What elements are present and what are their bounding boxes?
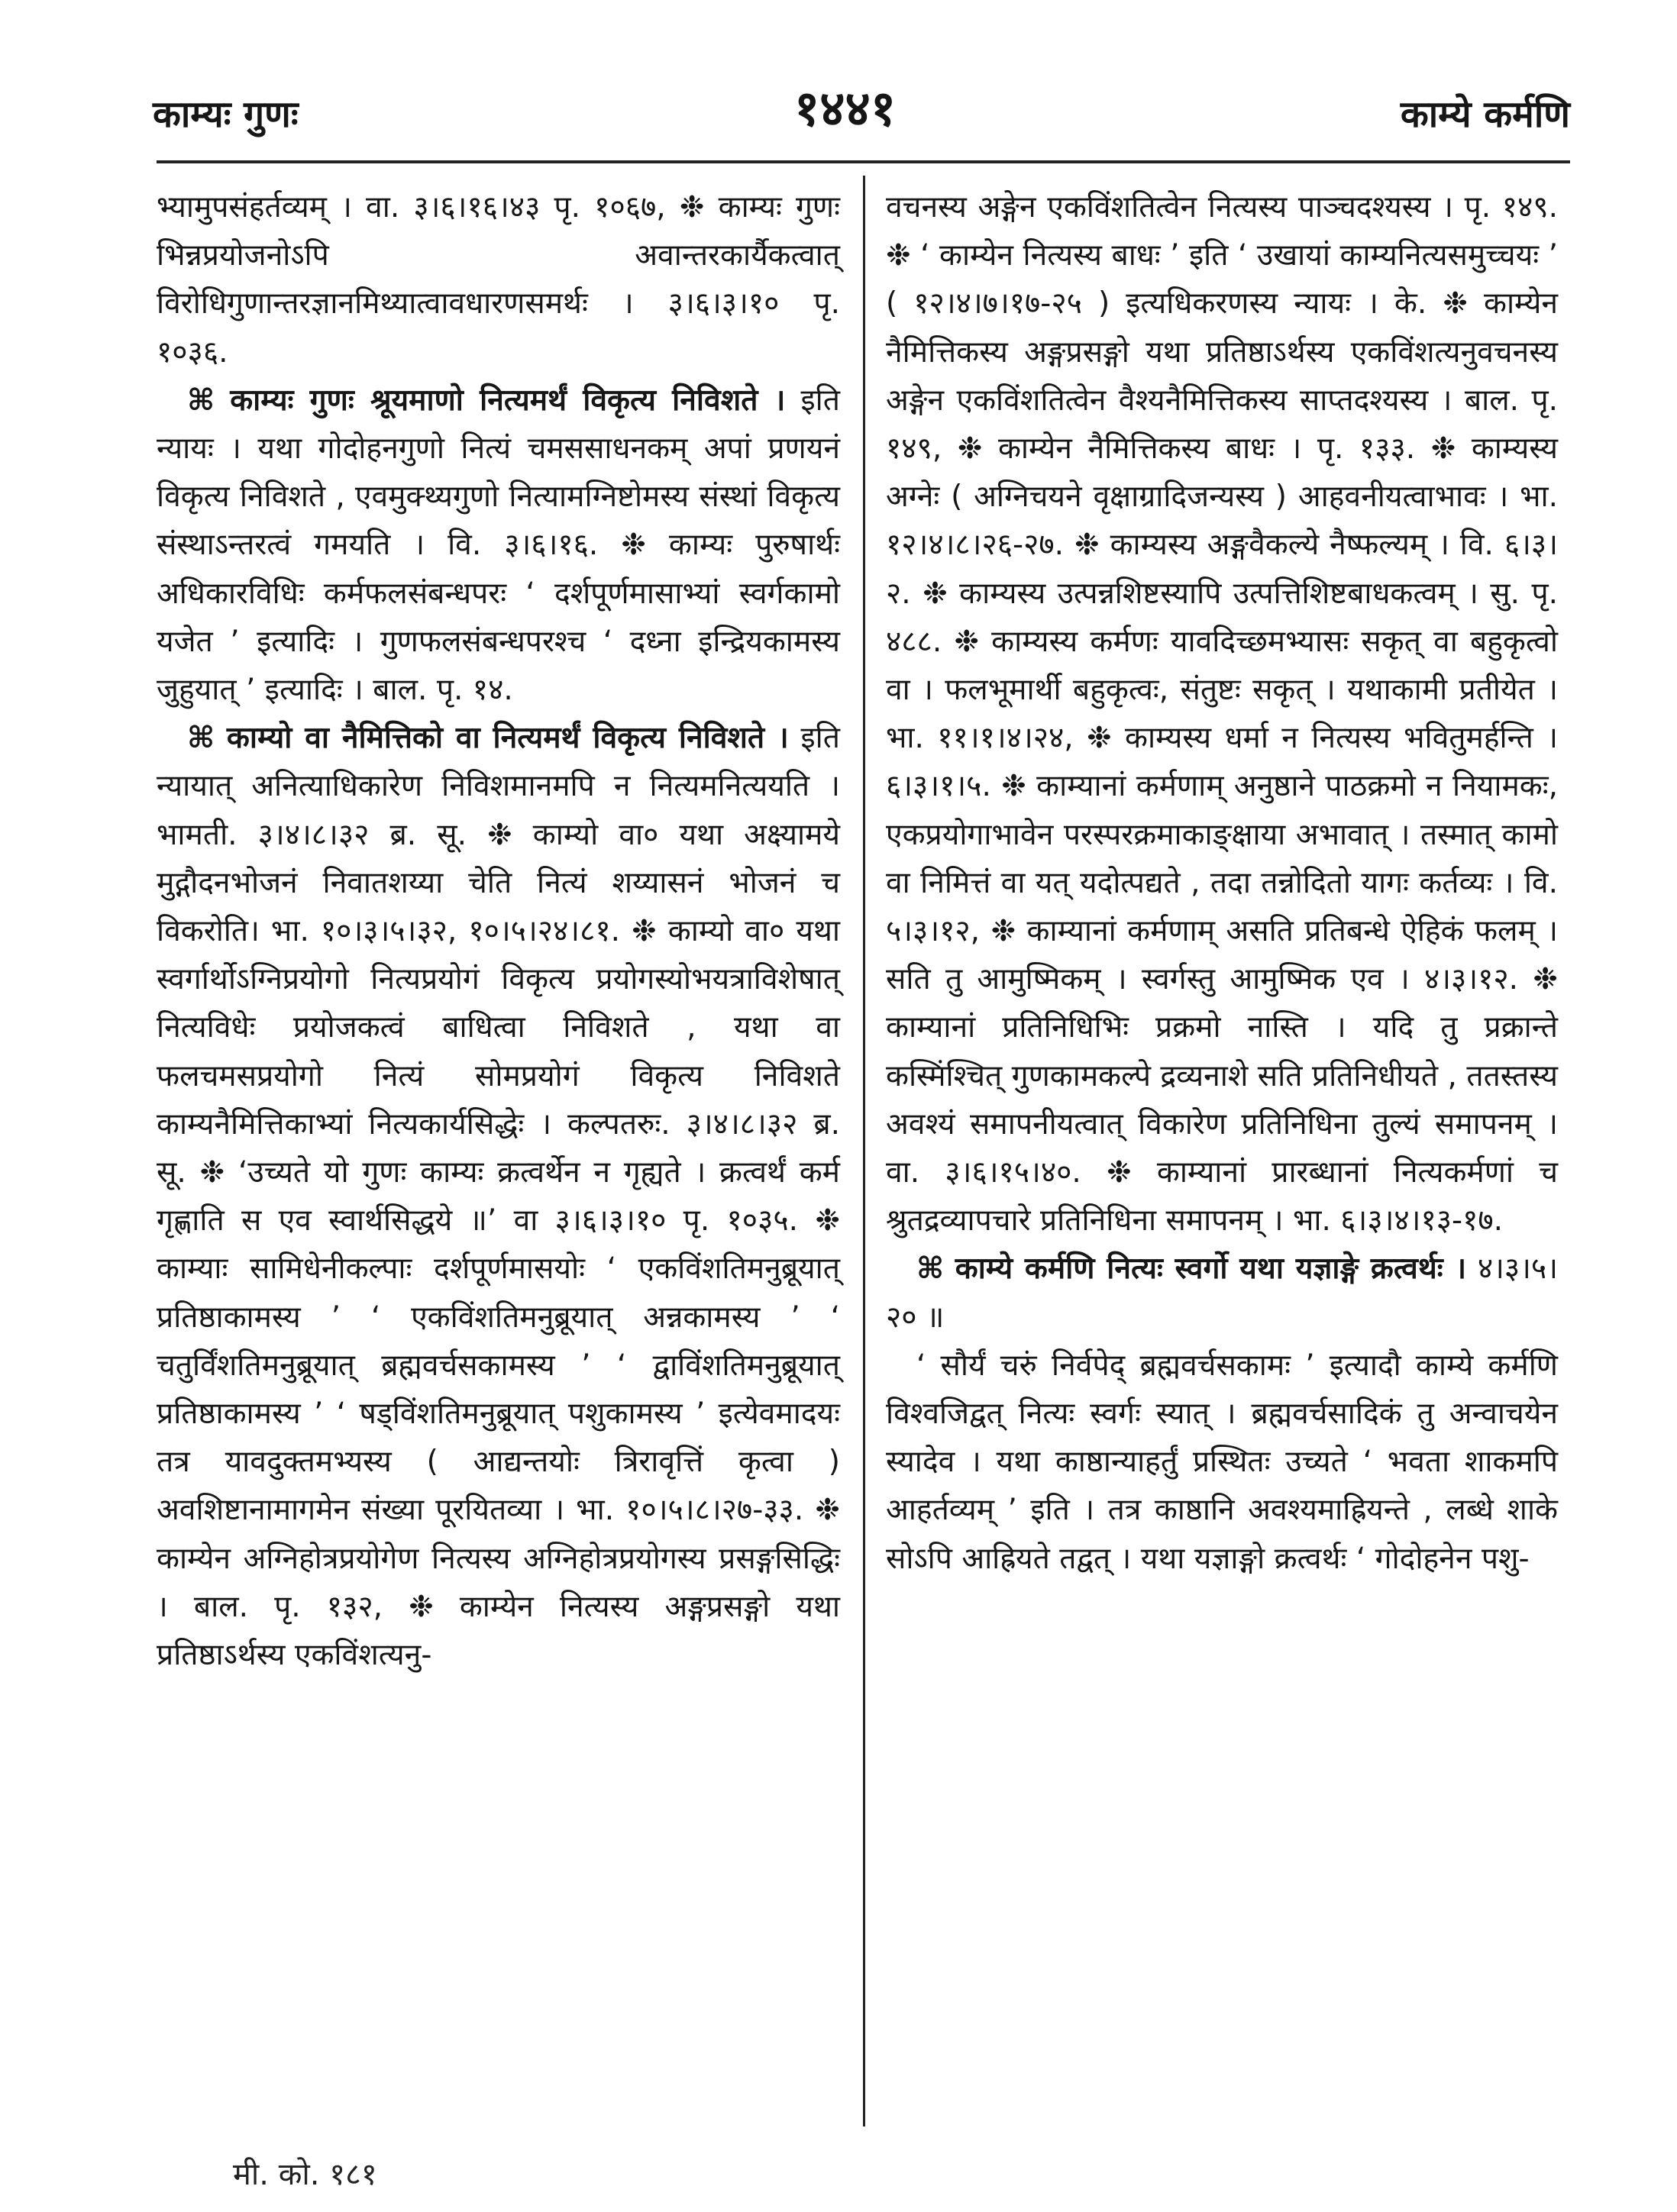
maxim-heading: काम्ये कर्मणि नित्यः स्वर्गो यथा यज्ञाङ्गे क्रत्वर्थः । [955,1251,1467,1287]
maxim-paragraph [157,376,840,714]
left-column [157,183,840,1679]
maxim-text: इति न्यायः । यथा गोदोहनगुणो नित्यं चमससाधनकम् अपां प्रणयनं विकृत्य निविशते , एवमुक्थ्यगुणो नित्यामग्निष्टोमस्य संस्थां विकृत्य संस्थाऽन्तरत्वं गमयति । वि. ३।६।१६. ❉ काम्यः पुरुषार्थः अधिकारविधिः कर्मफलसंबन्धपरः ‘ दर्शपूर्णमासाभ्यां स्वर्गकामो यजेत ’ इत्यादिः । गुणफलसंबन्धपरश्च ‘ दध्ना इन्द्रियकामस्य जुहुयात् ’ इत्यादिः । बाल. पृ. १४. [157,383,840,708]
page-number: १४४१ [794,81,897,137]
entry-paragraph [886,183,1558,1245]
commentary-text: ‘ सौर्यं चरुं निर्वपेद् ब्रह्मवर्चसकामः ’ इत्यादौ काम्ये कर्मणि विश्वजिद्वत् नित्यः स्वर्गः स्यात् । ब्रह्मवर्चसादिकं तु अन्वाचयेन स्यादेव । यथा काष्ठान्याहर्तुं प्रस्थितः उच्यते ‘ भवता शाकमपि आहर्तव्यम् ’ इति । तत्र काष्ठानि अवश्यमाह्रियन्ते , लब्धे शाके सोऽपि आह्रियते तद्वत् । यथा यज्ञाङ्गो क्रत्वर्थः ‘ गोदोहनेन पशु- [886,1348,1558,1576]
maxim-marker-icon: ⌘ [187,721,215,756]
maxim-heading: काम्यः गुणः श्रूयमाणो नित्यमर्थं विकृत्य निविशते । [230,383,786,418]
maxim-heading: काम्यो वा नैमित्तिको वा नित्यमर्थं विकृत्य निविशते । [226,721,789,756]
right-column [886,183,1558,1583]
entry-text: वचनस्य अङ्गेन एकविंशतित्वेन नित्यस्य पाञ्चदश्यस्य । पृ. १४९. ❉ ‘ काम्येन नित्यस्य बाधः ’ इति ‘ उखायां काम्यनित्यसमुच्चयः ’ ( १२।४।७।१७-२५ ) इत्यधिकरणस्य न्यायः । के. ❉ काम्येन नैमित्तिकस्य अङ्गप्रसङ्गो यथा प्रतिष्ठाऽर्थस्य एकविंशत्यनुवचनस्य अङ्गेन एकविंशतित्वेन वैश्यनैमित्तिकस्य साप्तदश्यस्य । बाल. पृ. १४९, ❉ काम्येन नैमित्तिकस्य बाधः । पृ. १३३. ❉ काम्यस्य अग्नेः ( अग्निचयने वृक्षाग्रादिजन्यस्य ) आहवनीयत्वाभावः । भा. १२।४।८।२६-२७. ❉ काम्यस्य अङ्गवैकल्ये नैष्फल्यम् । वि. ६।३।२. ❉ काम्यस्य उत्पन्नशिष्टस्यापि उत्पत्तिशिष्टबाधकत्वम् । सु. पृ. ४८८. ❉ काम्यस्य कर्मणः यावदिच्छमभ्यासः सकृत् वा बहुकृत्वो वा । फलभूमार्थी बहुकृत्वः, संतुष्टः सकृत् । यथाकामी प्रतीयेत । भा. ११।१।४।२४, ❉ काम्यस्य धर्मा न नित्यस्य भवितुमर्हन्ति । ६।३।१।५. ❉ काम्यानां कर्मणाम् अनुष्ठाने पाठक्रमो न नियामकः, एकप्रयोगाभावेन परस्परक्रमाकाङ्क्षाया अभावात् । तस्मात् कामो वा निमित्तं वा यत् यदोत्पद्यते , तदा तन्नोदितो यागः कर्तव्यः । वि. ५।३।१२, ❉ काम्यानां कर्मणाम् असति प्रतिबन्धे ऐहिकं फलम् । सति तु आमुष्मिकम् । स्वर्गस्तु आमुष्मिक एव । ४।३।१२. ❉ काम्यानां प्रतिनिधिभिः प्रक्रमो नास्ति । यदि तु प्रक्रान्ते कस्मिंश्चित् गुणकामकल्पे द्रव्यनाशे सति प्रतिनिधीयते , ततस्तस्य अवश्यं समापनीयत्वात् विकारेण प्रतिनिधिना तुल्यं समापनम् । वा. ३।६।१५।४०. ❉ काम्यानां प्रारब्धानां नित्यकर्मणां च श्रुतद्रव्यापचारे प्रतिनिधिना समापनम् । भा. ६।३।४।१३-१७. [886,190,1558,1238]
maxim-paragraph [157,714,840,1679]
maxim-marker-icon: ⌘ [187,383,215,418]
entry-text: भ्यामुपसंहर्तव्यम् । वा. ३।६।१६।४३ पृ. १०६७, ❉ काम्यः गुणः भिन्नप्रयोजनोऽपि अवान्तरकार्यैकत्वात् विरोधिगुणान्तरज्ञानमिथ्यात्वावधारणसमर्थः । ३।६।३।१० पृ. १०३६. [157,190,840,370]
header-left-keyword: काम्यः गुणः [153,93,299,136]
entry-paragraph [157,183,840,376]
maxim-marker-icon: ⌘ [916,1251,945,1287]
column-divider [863,176,865,2126]
header-right-keyword: काम्ये कर्मणि [1400,93,1570,136]
maxim-text: इति न्यायात् अनित्याधिकारेण निविशमानमपि न नित्यमनित्ययति । भामती. ३।४।८।३२ ब्र. सू. ❉ काम्यो वा० यथा अक्ष्यामये मुद्गौदनभोजनं निवातशय्या चेति नित्यं शय्यासनं भोजनं च विकरोति। भा. १०।३।५।३२, १०।५।२४।८१. ❉ काम्यो वा० यथा स्वर्गार्थोऽग्निप्रयोगो नित्यप्रयोगं विकृत्य प्रयोगस्योभयत्राविशेषात् नित्यविधेः प्रयोजकत्वं बाधित्वा निविशते , यथा वा फलचमसप्रयोगो नित्यं सोमप्रयोगं विकृत्य निविशते काम्यनैमित्तिकाभ्यां नित्यकार्यसिद्धेः । कल्पतरुः. ३।४।८।३२ ब्र. सू. ❉ ‘उच्यते यो गुणः काम्यः क्रत्वर्थेन न गृह्यते । क्रत्वर्थं कर्म गृह्णाति स एव स्वार्थसिद्धये ॥’ वा ३।६।३।१० पृ. १०३५. ❉ काम्याः सामिधेनीकल्पाः दर्शपूर्णमासयोः ‘ एकविंशतिमनुब्रूयात् प्रतिष्ठाकामस्य ’ ‘ एकविंशतिमनुब्रूयात् अन्नकामस्य ’ ‘ चतुर्विंशतिमनुब्रूयात् ब्रह्मवर्चसकामस्य ’ ‘ द्वाविंशतिमनुब्रूयात् प्रतिष्ठाकामस्य ’ ‘ षड्विंशतिमनुब्रूयात् पशुकामस्य ’ इत्येवमादयः तत्र यावदुक्तमभ्यस्य ( आद्यन्तयोः त्रिरावृत्तिं कृत्वा ) अवशिष्टानामागमेन संख्या पूरयितव्या । भा. १०।५।८।२७-३३. ❉ काम्येन अग्निहोत्रप्रयोगेण नित्यस्य अग्निहोत्रप्रयोगस्य प्रसङ्गसिद्धिः । बाल. पृ. १३२, ❉ काम्येन नित्यस्य अङ्गप्रसङ्गो यथा प्रतिष्ठाऽर्थस्य एकविंशत्यनु- [157,721,840,1673]
running-header [153,73,1570,150]
header-rule [157,160,1570,163]
maxim-text: ४।३।५।२० ॥ [886,1251,1558,1335]
maxim-paragraph [886,1245,1558,1341]
footer-signature: मी. को. १८१ [233,2157,377,2192]
commentary-paragraph [886,1342,1558,1583]
